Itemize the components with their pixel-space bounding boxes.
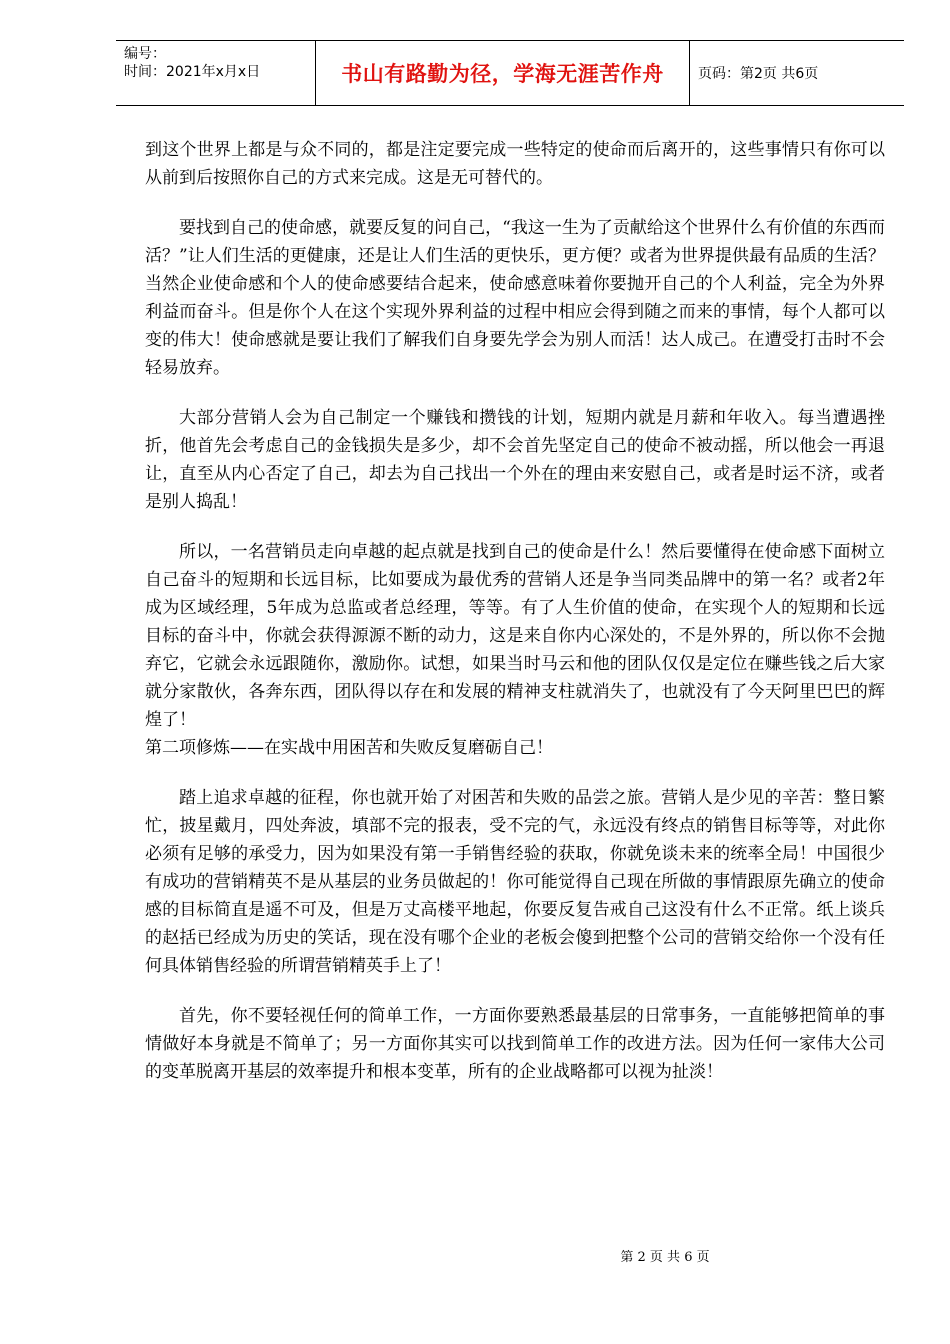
serial-number-label: 编号： bbox=[124, 46, 166, 62]
body-paragraph: 大部分营销人会为自己制定一个赚钱和攒钱的计划，短期内就是月薪和年收入。每当遭遇挫折，他首先会考虑自己的金钱损失是多少，却不会首先坚定自己的使命不被动摇，所以他会一再退让，直至从内心否定了自己，却去为自己找出一个外在的理由来安慰自己，或者是时运不济，或者是别人捣乱！ bbox=[145, 408, 885, 512]
body-paragraph: 踏上追求卓越的征程，你也就开始了对困苦和失败的品尝之旅。营销人是少见的辛苦：整日繁忙，披星戴月，四处奔波，填部不完的报表，受不完的气，永远没有终点的销售目标等等，对此你必须有足够的承受力，因为如果没有第一手销售经验的获取，你就免谈未来的统率全局！中国很少有成功的营销精英不是从基层的业务员做起的！你可能觉得自己现在所做的事情跟原先确立的使命感的目标简直是遥不可及，但是万丈高楼平地起，你要反复告戒自己这没有什么不正常。纸上谈兵的赵括已经成为历史的笑话，现在没有哪个企业的老板会傻到把整个公司的营销交给你一个没有任何具体销售经验的所谓营销精英手上了！ bbox=[145, 788, 885, 976]
header-motto-cell bbox=[316, 41, 690, 105]
body-paragraph: 要找到自己的使命感，就要反复的问自己，“我这一生为了贡献给这个世界什么有价值的东西而活？”让人们生活的更健康，还是让人们生活的更快乐，更方便？或者为世界提供最有品质的生活？当然企业使命感和个人的使命感要结合起来，使命感意味着你要抛开自己的个人利益，完全为外界利益而奋斗。但是你个人在这个实现外界利益的过程中相应会得到随之而来的事情，每个人都可以变的伟大！使命感就是要让我们了解我们自身要先学会为别人而活！达人成己。在遭受打击时不会轻易放弃。 bbox=[145, 218, 885, 378]
document-body bbox=[145, 136, 885, 1108]
page-footer: 第 2 页 共 6 页 bbox=[620, 1250, 710, 1265]
body-paragraph: 到这个世界上都是与众不同的，都是注定要完成一些特定的使命而后离开的，这些事情只有你可以从前到后按照你自己的方式来完成。这是无可替代的。 bbox=[145, 140, 885, 188]
body-paragraph: 首先，你不要轻视任何的简单工作，一方面你要熟悉最基层的日常事务，一直能够把简单的事情做好本身就是不简单了；另一方面你其实可以找到简单工作的改进方法。因为任何一家伟大公司的变革脱离开基层的效率提升和根本变革，所有的企业战略都可以视为扯淡！ bbox=[145, 1006, 885, 1082]
header-page-cell bbox=[690, 41, 904, 105]
header-meta-cell bbox=[116, 41, 316, 105]
date-label: 时间：2021年x月x日 bbox=[124, 64, 261, 80]
document-header bbox=[116, 40, 904, 106]
section-heading: 第二项修炼——在实战中用困苦和失败反复磨砺自己！ bbox=[145, 738, 553, 758]
header-page-number: 页码：第2页 共6页 bbox=[698, 66, 819, 82]
body-paragraph: 所以，一名营销员走向卓越的起点就是找到自己的使命是什么！然后要懂得在使命感下面树立自己奋斗的短期和长远目标，比如要成为最优秀的营销人还是争当同类品牌中的第一名？或者2年成为区域经理，5年成为总监或者总经理，等等。有了人生价值的使命，在实现个人的短期和长远目标的奋斗中，你就会获得源源不断的动力，这是来自你内心深处的，不是外界的，所以你不会抛弃它，它就会永远跟随你，激励你。试想，如果当时马云和他的团队仅仅是定位在赚些钱之后大家就分家散伙，各奔东西，团队得以存在和发展的精神支柱就消失了，也就没有了今天阿里巴巴的辉煌了！ bbox=[145, 542, 885, 730]
header-motto: 书山有路勤为径，学海无涯苦作舟 bbox=[341, 62, 664, 86]
